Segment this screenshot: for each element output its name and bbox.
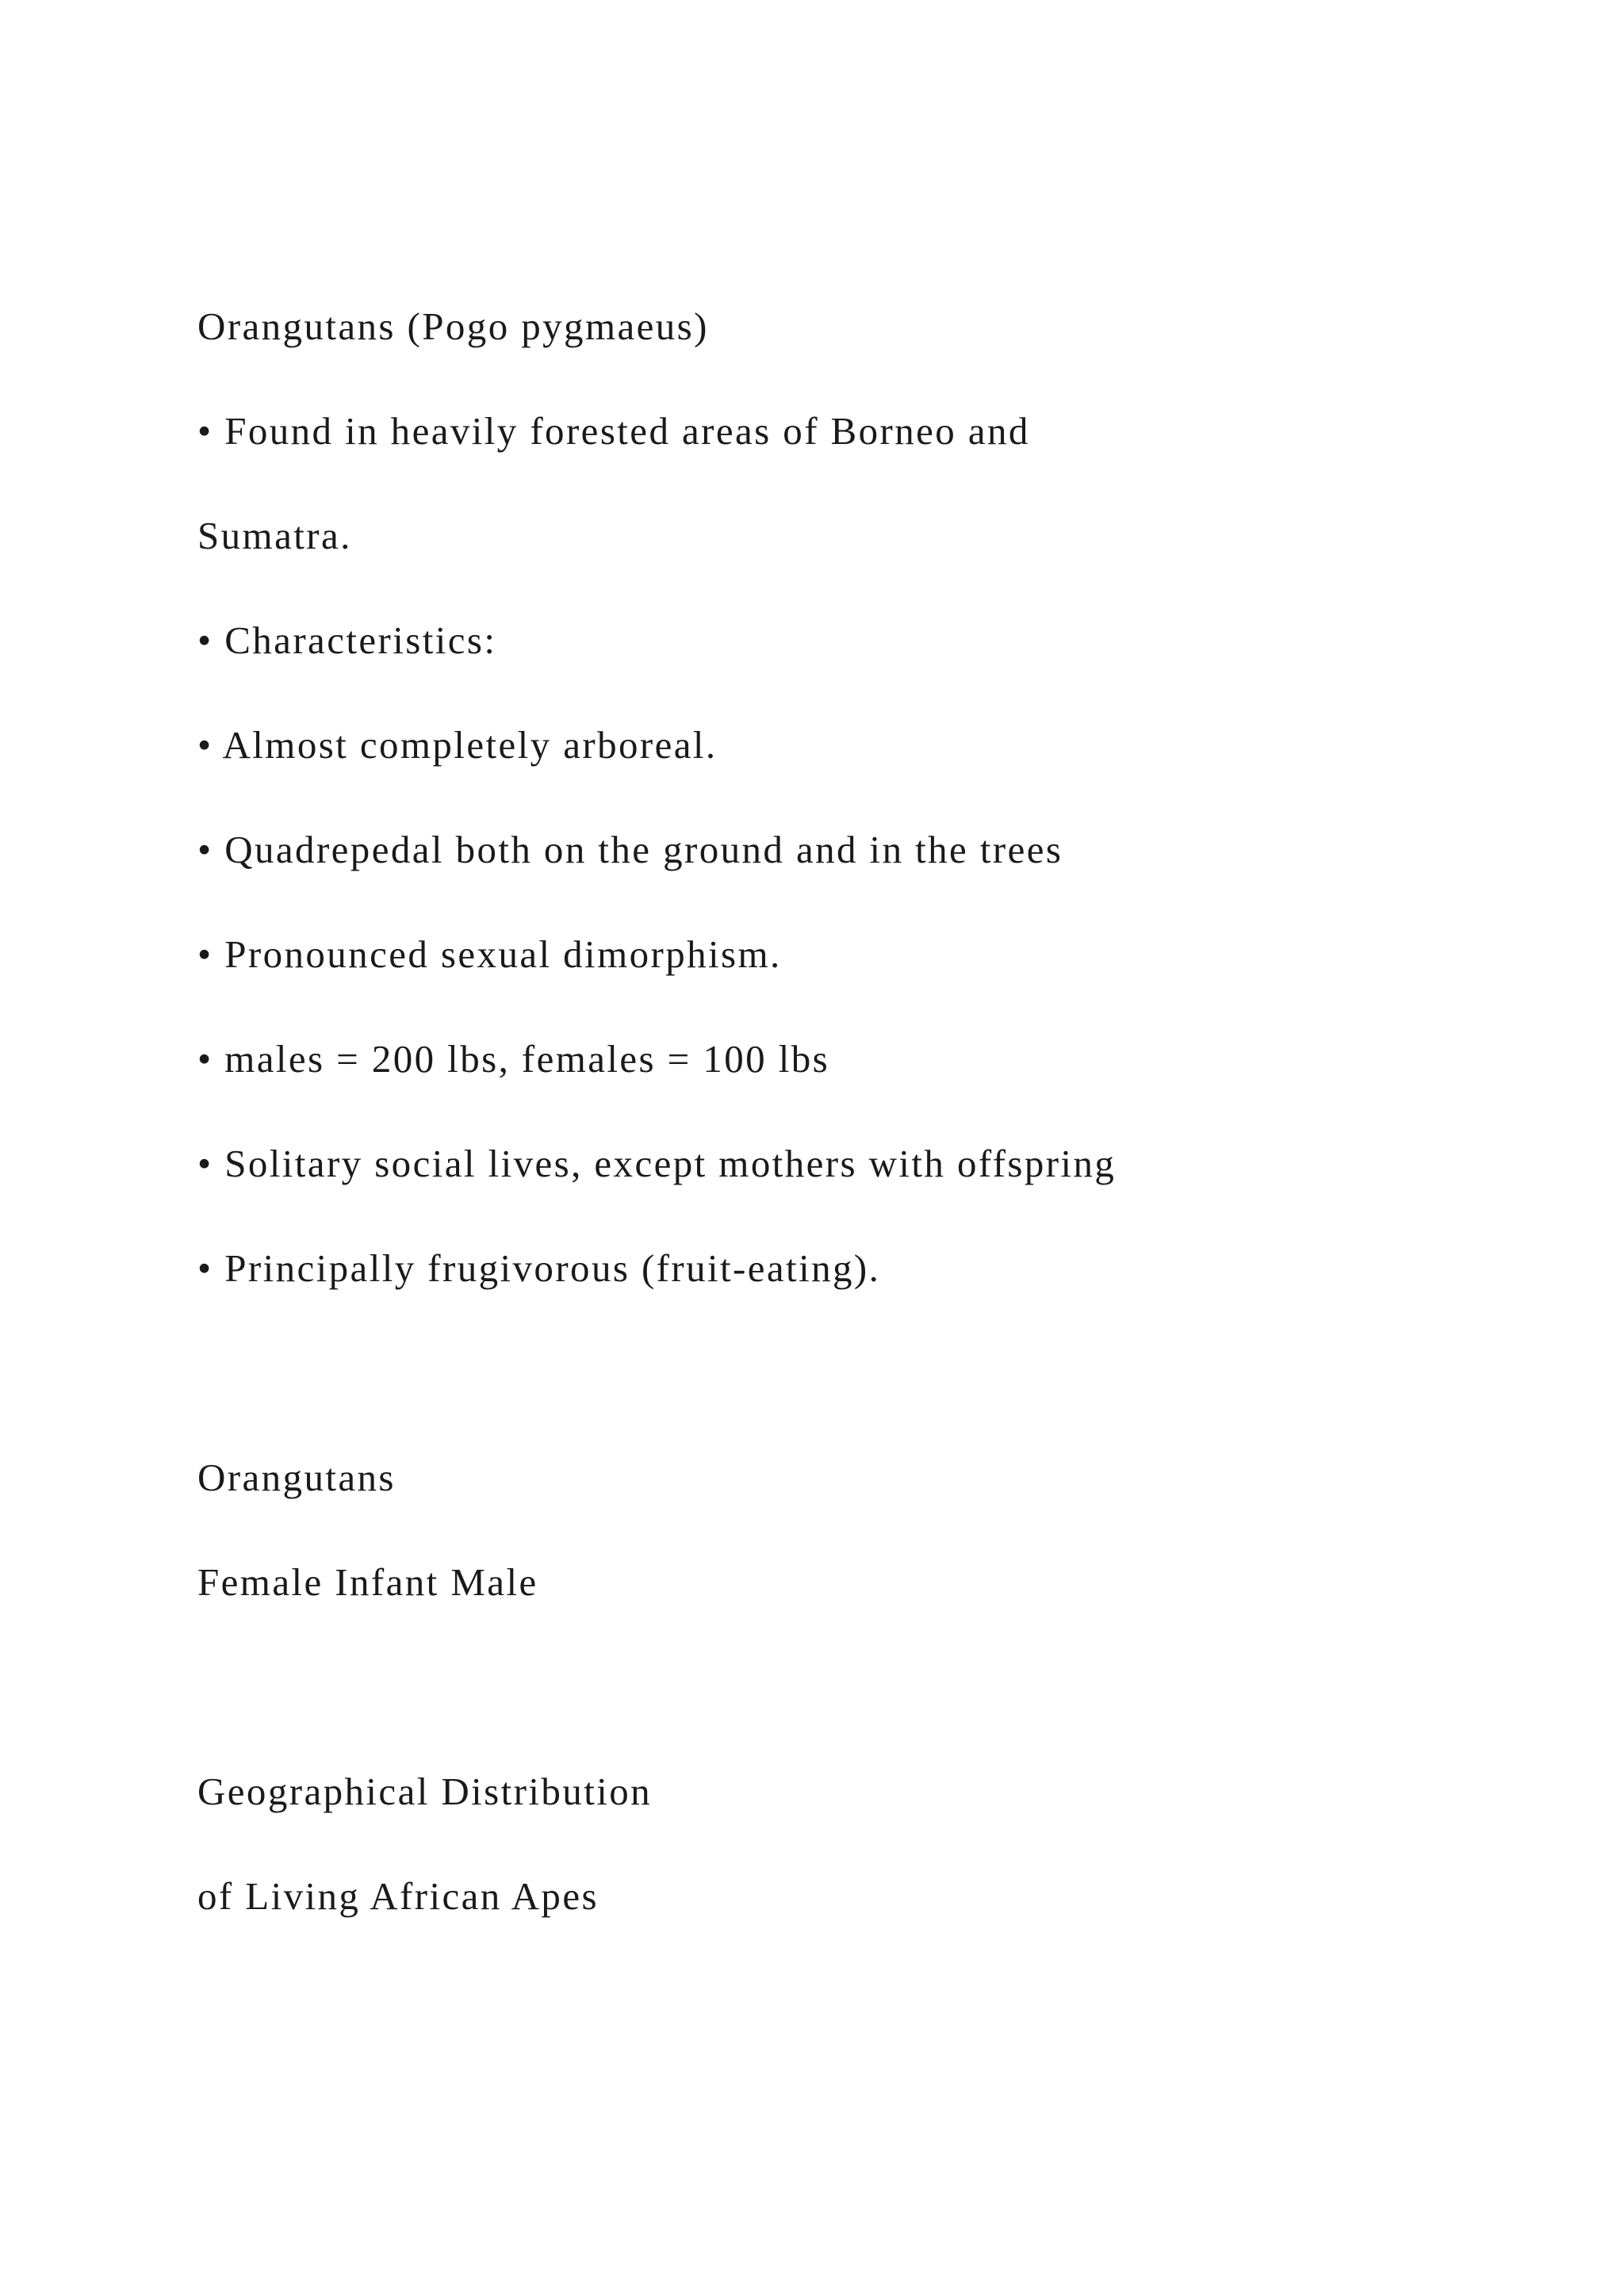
blank-line [197, 1340, 1545, 1445]
bullet-dimorphism: • Pronounced sexual dimorphism. [197, 932, 782, 976]
bullet-habitat: • Found in heavily forested areas of Borneo and [197, 409, 1030, 453]
bullet-social-lives: • Solitary social lives, except mothers with offspring [197, 1142, 1116, 1185]
section-heading-orangutans: Orangutans (Pogo pygmaeus) [197, 304, 709, 348]
bullet-frugivorous: • Principally frugivorous (fruit-eating). [197, 1246, 881, 1290]
bullet-characteristics: • Characteristics: [197, 618, 497, 662]
image-caption-labels: Female Infant Male [197, 1560, 538, 1604]
bullet-arboreal: • Almost completely arboreal. [197, 723, 718, 767]
text-line-sumatra: Sumatra. [197, 514, 352, 557]
blank-line [197, 1654, 1545, 1758]
section-heading-orangutans-images: Orangutans [197, 1456, 396, 1499]
bullet-quadrepedal: • Quadrepedal both on the ground and in the trees [197, 828, 1063, 871]
bullet-weights: • males = 200 lbs, females = 100 lbs [197, 1037, 830, 1081]
section-heading-geographical-distribution: Geographical Distribution [197, 1770, 653, 1813]
document-body [197, 293, 1545, 1968]
section-subheading-african-apes: of Living African Apes [197, 1874, 599, 1918]
